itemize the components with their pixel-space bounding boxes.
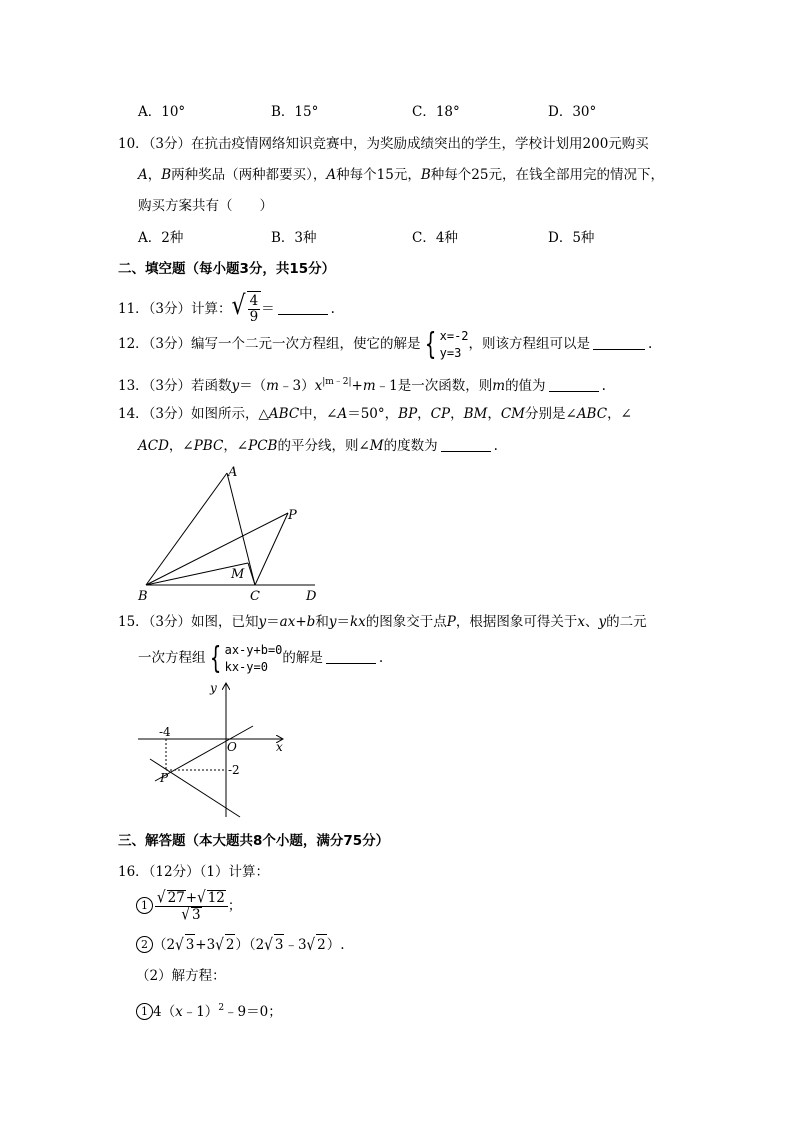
q15-graph-figure <box>130 676 300 821</box>
q16-part2-expr1: 1 4（x﹣1）$^2$﹣9＝0； <box>136 998 282 1022</box>
section-3-heading: 三、解答题（本大题共8个小题，满分75分） <box>118 833 390 849</box>
line-cm <box>248 563 255 585</box>
q14-triangle-figure <box>130 460 330 605</box>
line-bp <box>146 513 288 585</box>
line-ba <box>146 473 227 585</box>
label-c: C <box>250 589 260 604</box>
q16-expr1-fraction: $\frac{√ 27+√ 12}{√ 3}$ <box>155 890 228 923</box>
q15-equation-system: ax-y+b=0 kx-y=0 <box>224 642 283 674</box>
label-x: x <box>276 740 283 754</box>
q16-heading: 16．（12分）（1）计算： <box>118 864 269 880</box>
q16-part1-expr1: 1 $\frac{√ 27+√ 12}{√ 3}$ ； <box>136 886 241 926</box>
circled-number-2: 2 <box>136 936 153 953</box>
label-y: y <box>210 681 217 695</box>
q16-part2-heading: （2）解方程： <box>136 968 226 984</box>
q16-part1-expr2: 2 （2√ 3+3√ 2）（2√ 3﹣3√ 2）. <box>136 934 345 955</box>
q11-answer-blank <box>278 300 328 315</box>
q15-answer-blank <box>326 649 376 664</box>
label-p: P <box>160 771 169 785</box>
q9-option-b: B．15° <box>271 104 319 120</box>
q11-fraction: $\frac{4}{9}$ <box>249 293 259 325</box>
label-d: D <box>306 589 317 604</box>
q11: 11．（3分）计算：√ $\frac{4}{9}$ ＝ . <box>118 291 335 325</box>
q10-line1: 10．（3分）在抗击疫情网络知识竞赛中，为奖励成绩突出的学生，学校计划用200元购买 <box>118 136 649 152</box>
q10-line3: 购买方案共有（ ） <box>138 198 273 214</box>
q9-option-c: C．18° <box>412 104 460 120</box>
q12-solution-system: x=-2 y=3 <box>439 328 469 360</box>
q14-answer-blank <box>441 437 491 452</box>
q13: 13．（3分）若函数$y=(m﹣3)x^{|m﹣2|}+m﹣1$是一次函数，则m的值为 . <box>118 377 606 394</box>
q10-option-b: B．3种 <box>271 230 317 246</box>
circled-number-1: 1 <box>136 897 153 914</box>
label-neg4: -4 <box>159 725 171 739</box>
label-neg2: -2 <box>228 763 240 777</box>
label-b: B <box>138 589 148 604</box>
line-cp <box>255 513 288 585</box>
label-a: A <box>228 465 238 480</box>
q10-line2: A，B两种奖品（两种都要买），A种每个15元，B种每个25元，在钱全部用完的情况下， <box>138 167 664 183</box>
q10-option-a: A．2种 <box>138 230 184 246</box>
q9-option-d: D．30° <box>548 104 597 120</box>
q13-answer-blank <box>549 377 599 392</box>
label-o: O <box>227 740 237 754</box>
q12-answer-blank <box>593 335 645 350</box>
q10-option-c: C．4种 <box>412 230 458 246</box>
q15-line1: 15．（3分）如图，已知y＝ax+b和y＝kx的图象交于点P，根据图象可得关于x、y的二元 <box>118 614 647 630</box>
q12: 12．（3分）编写一个二元一次方程组，使它的解是 { x=-2 y=3 ，则该方程组可以是 . <box>118 326 653 362</box>
label-m: M <box>231 567 245 582</box>
circled-number-1: 1 <box>136 1003 153 1020</box>
q14-line1: 14．（3分）如图所示，△ABC中，∠A＝50°，BP，CP，BM，CM分别是∠ABC，∠ <box>118 406 632 422</box>
q14-line2: ACD，∠PBC，∠PCB的平分线，则∠M的度数为 . <box>138 438 498 454</box>
section-2-heading: 二、填空题（每小题3分，共15分） <box>118 261 336 277</box>
q10-option-d: D．5种 <box>548 230 595 246</box>
q15-line2: 一次方程组 { ax-y+b=0 kx-y=0 的解是 . <box>138 640 384 676</box>
q9-option-a: A．10° <box>138 104 186 120</box>
label-p: P <box>288 508 297 523</box>
